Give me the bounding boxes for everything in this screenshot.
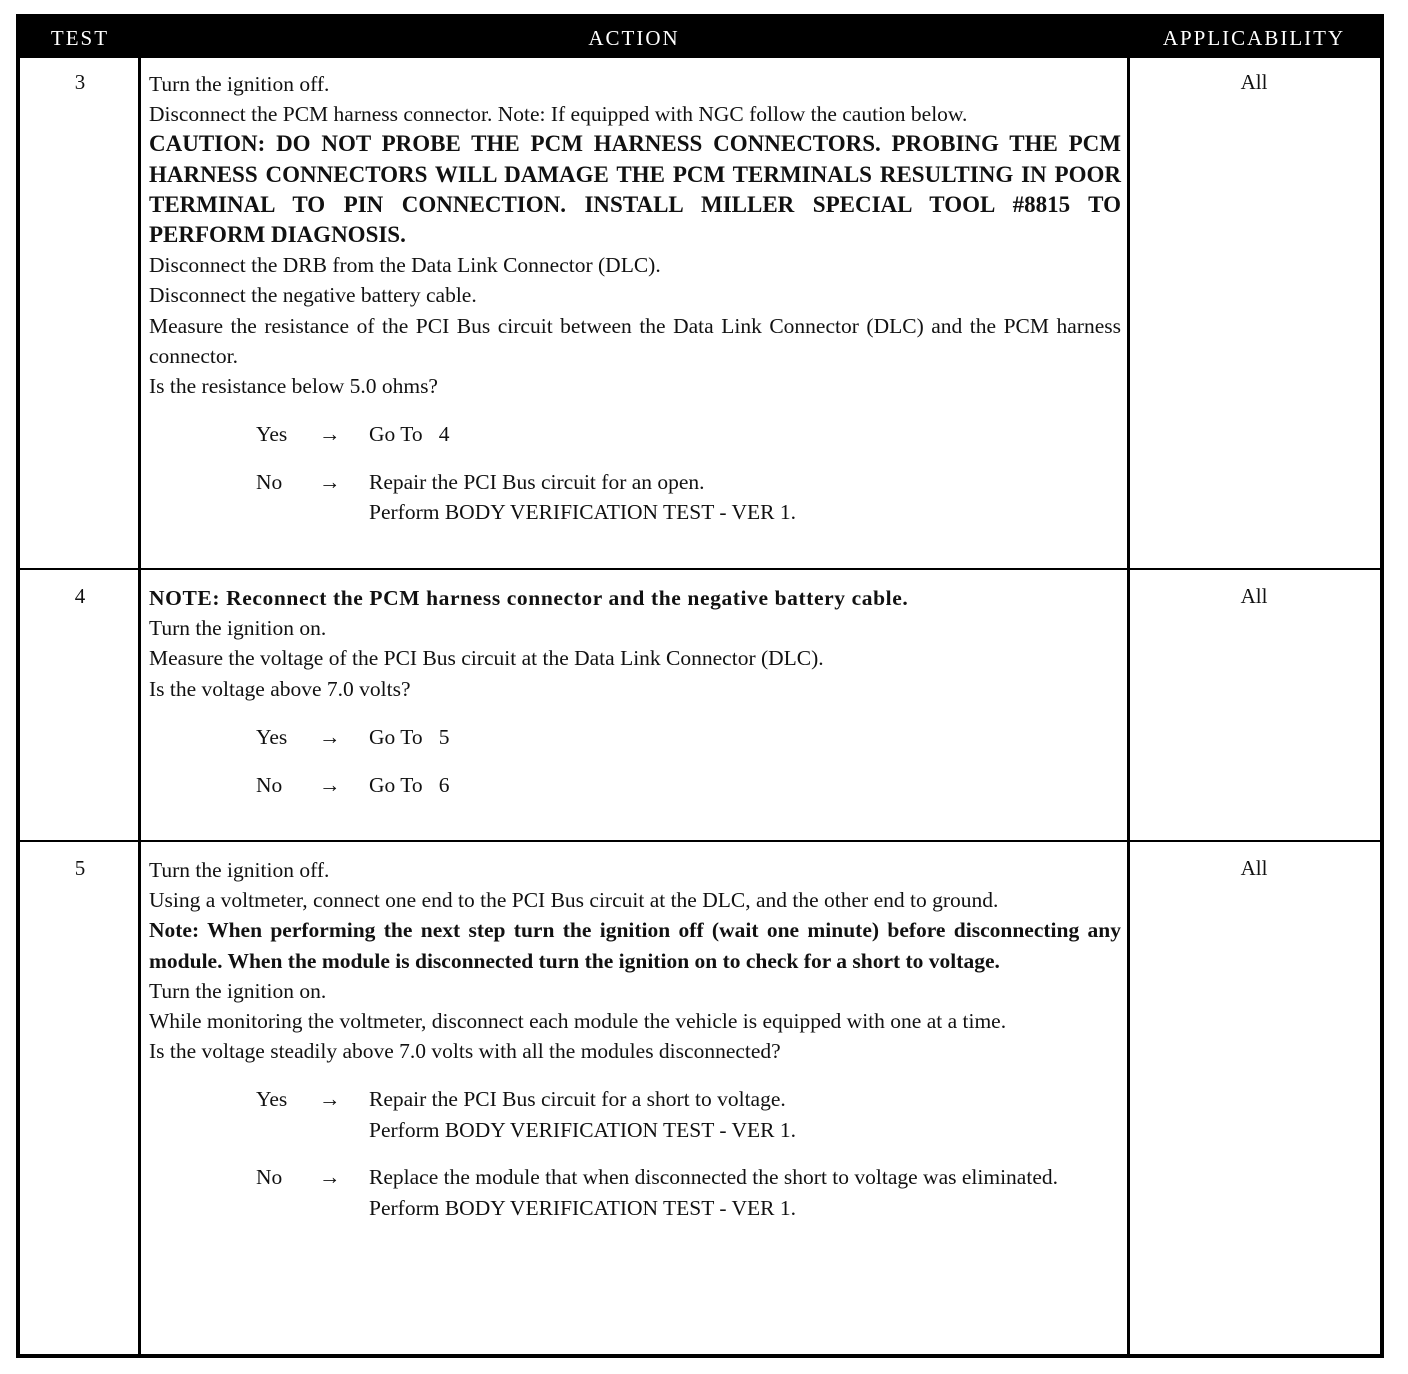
yes-result-line: Perform BODY VERIFICATION TEST - VER 1. [369,1117,797,1142]
column-divider [1127,58,1130,1354]
no-result-line: Replace the module that when disconnected the short to voltage was eliminated. [369,1165,1058,1190]
table-header [20,18,1380,58]
test-number: 4 [74,584,86,608]
yes-result-line: Repair the PCI Bus circuit for a short to voltage. [369,1087,786,1112]
yes-result [369,1084,1121,1144]
no-label: No [256,772,283,797]
applicability-value: All [1240,856,1268,880]
yes-label: Yes [256,422,288,447]
note-text: NOTE: Reconnect the PCM harness connector and the negative battery cable. [149,586,909,610]
arrow-right-icon: → [319,1165,341,1190]
no-result [369,1162,1121,1222]
question-line: Is the resistance below 5.0 ohms? [149,374,438,399]
test-4-action [149,583,1121,800]
step-line: Turn the ignition on. [149,978,327,1003]
column-divider [138,58,141,1354]
header-action: ACTION [588,26,680,50]
no-result [369,467,1121,527]
test-3-action [149,69,1121,527]
arrow-right-icon: → [319,422,341,447]
yes-response [149,419,1121,449]
no-result: Go To 6 [369,772,450,797]
no-result-line: Repair the PCI Bus circuit for an open. [369,470,705,495]
question-line: Is the voltage steadily above 7.0 volts with all the modules disconnected? [149,1039,781,1064]
arrow-right-icon: → [319,470,341,495]
diagnostic-table [16,14,1384,1358]
arrow-right-icon: → [319,772,341,797]
no-response [149,1162,1121,1252]
yes-response [149,722,1121,752]
no-response [149,467,1121,527]
yes-response [149,1084,1121,1144]
row-divider [20,568,1380,570]
arrow-right-icon: → [319,1087,341,1112]
header-applicability: APPLICABILITY [1162,26,1346,50]
test-number: 5 [74,856,86,880]
yes-result: Go To 5 [369,724,450,749]
yes-result: Go To 4 [369,422,450,447]
no-result-line: Perform BODY VERIFICATION TEST - VER 1. [369,1195,797,1220]
row-divider [20,840,1380,842]
yes-label: Yes [256,1087,288,1112]
caution-text: CAUTION: DO NOT PROBE THE PCM HARNESS CONNECTORS. PROBING THE PCM HARNESS CONNECTORS WILL DAMAGE THE PCM TERMINALS RESULTING IN POOR TERMINAL TO PIN CONNECTION. INSTALL MILLER SPECIAL TOOL #8815 TO PERFORM DIAGNOSIS. [149,131,1121,248]
step-line: Measure the resistance of the PCI Bus circuit between the Data Link Connector (DLC) and the PCM harness connector. [149,313,1121,368]
step-line: Disconnect the negative battery cable. [149,283,477,308]
step-line: Measure the voltage of the PCI Bus circuit at the Data Link Connector (DLC). [149,646,824,671]
no-response [149,770,1121,800]
no-label: No [256,1165,283,1190]
question-line: Is the voltage above 7.0 volts? [149,676,411,701]
step-line: While monitoring the voltmeter, disconnect each module the vehicle is equipped with one at a time. [149,1009,1007,1034]
step-line: Disconnect the PCM harness connector. Note: If equipped with NGC follow the caution below. [149,102,968,127]
test-5-action [149,855,1121,1252]
no-label: No [256,470,283,495]
no-result-line: Perform BODY VERIFICATION TEST - VER 1. [369,500,797,525]
applicability-value: All [1240,584,1268,608]
arrow-right-icon: → [319,724,341,749]
step-line: Turn the ignition on. [149,616,327,641]
yes-label: Yes [256,724,288,749]
step-line: Disconnect the DRB from the Data Link Connector (DLC). [149,253,661,278]
step-line: Using a voltmeter, connect one end to the PCI Bus circuit at the DLC, and the other end to ground. [149,888,999,913]
note-text: Note: When performing the next step turn the ignition off (wait one minute) before disconnecting any module. When the module is disconnected turn the ignition on to check for a short to voltage. [149,918,1121,973]
step-line: Turn the ignition off. [149,858,330,882]
header-test: TEST [50,26,110,50]
step-line: Turn the ignition off. [149,72,330,96]
applicability-value: All [1240,70,1268,94]
test-number: 3 [74,70,86,94]
